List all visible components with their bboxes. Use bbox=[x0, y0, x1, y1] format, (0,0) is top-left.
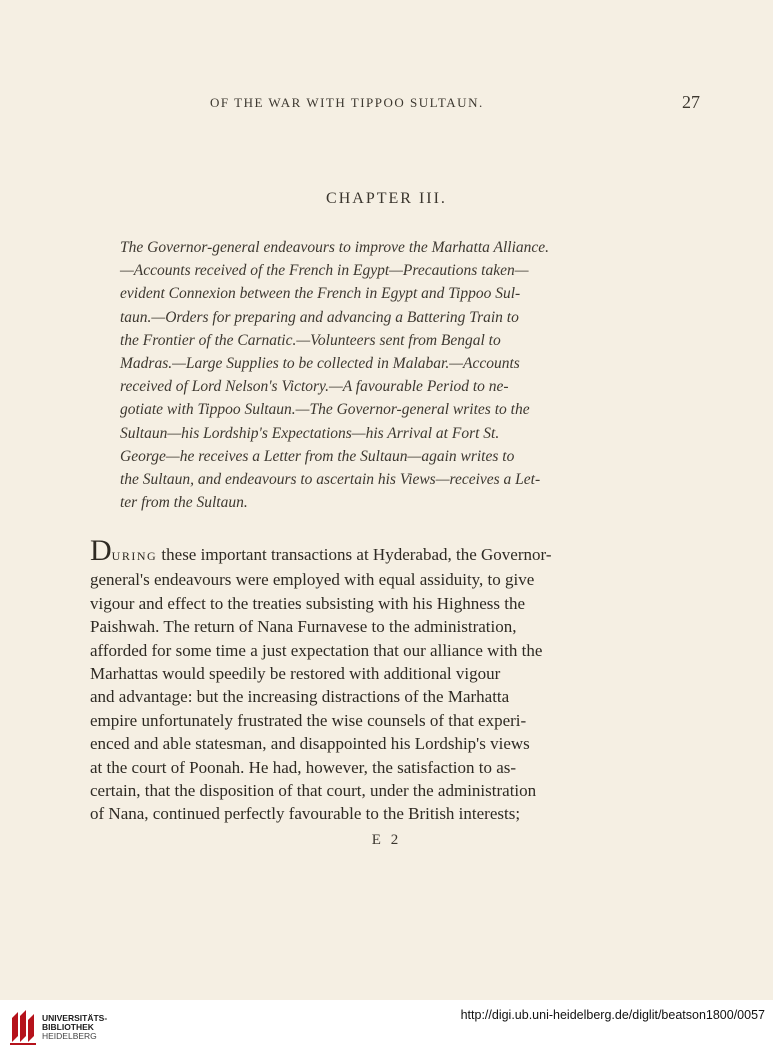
chapter-summary bbox=[120, 236, 598, 514]
running-title: OF THE WAR WITH TIPPOO SULTAUN. bbox=[210, 95, 484, 110]
library-name bbox=[42, 1014, 107, 1041]
summary-line: gotiate with Tippoo Sultaun.—The Governor-general writes to the bbox=[120, 401, 530, 419]
body-line: vigour and effect to the treaties subsisting with his Highness the bbox=[90, 593, 526, 613]
first-line-text: these important transactions at Hyderabad, the Governor- bbox=[157, 545, 552, 564]
body-line: certain, that the disposition of that court, under the administration bbox=[90, 781, 537, 801]
footer-bar bbox=[0, 1000, 773, 1054]
drop-cap: D bbox=[90, 534, 112, 567]
summary-line: The Governor-general endeavours to improve the Marhatta Alliance. bbox=[120, 239, 550, 256]
summary-line: the Frontier of the Carnatic.—Volunteers sent from Bengal to bbox=[120, 331, 501, 349]
summary-line: Sultaun—his Lordship's Expectations—his Arrival at Fort St. bbox=[120, 424, 500, 442]
library-name-line1: UNIVERSITÄTS- bbox=[42, 1013, 108, 1023]
summary-line: —Accounts received of the French in Egypt—Precautions taken— bbox=[120, 262, 529, 280]
body-paragraph bbox=[90, 534, 598, 826]
body-first-line bbox=[90, 534, 598, 568]
body-line: general's endeavours were employed with equal assiduity, to give bbox=[90, 570, 535, 590]
body-line: enced and able statesman, and disappointed his Lordship's views bbox=[90, 734, 530, 754]
first-word-smallcaps: URING bbox=[111, 549, 158, 563]
body-line: Marhattas would speedily be restored with additional vigour bbox=[90, 664, 501, 684]
summary-line: Madras.—Large Supplies to be collected in Malabar.—Accounts bbox=[120, 355, 520, 373]
body-line: afforded for some time a just expectation that our alliance with the bbox=[90, 640, 543, 660]
page-number: 27 bbox=[682, 92, 700, 112]
summary-line: George—he receives a Letter from the Sultaun—again writes to bbox=[120, 447, 515, 465]
chapter-title: CHAPTER III. bbox=[326, 190, 447, 207]
body-line: and advantage: but the increasing distractions of the Marhatta bbox=[90, 687, 510, 707]
body-line: at the court of Poonah. He had, however, the satisfaction to as- bbox=[90, 757, 517, 777]
permalink-url[interactable]: http://digi.ub.uni-heidelberg.de/diglit/beatson1800/0057 bbox=[460, 1008, 765, 1022]
body-line: Paishwah. The return of Nana Furnavese to the administration, bbox=[90, 617, 517, 637]
summary-line: taun.—Orders for preparing and advancing a Battering Train to bbox=[120, 308, 519, 326]
summary-line: received of Lord Nelson's Victory.—A favourable Period to ne- bbox=[120, 378, 509, 396]
library-name-line2: BIBLIOTHEK bbox=[42, 1022, 94, 1032]
heidelberg-library-logo-icon[interactable] bbox=[8, 1008, 38, 1046]
body-line: empire unfortunately frustrated the wise counsels of that experi- bbox=[90, 710, 527, 730]
body-line: of Nana, continued perfectly favourable to the British interests; bbox=[90, 804, 521, 824]
summary-line: ter from the Sultaun. bbox=[120, 494, 248, 512]
summary-line: evident Connexion between the French in Egypt and Tippoo Sul- bbox=[120, 285, 521, 303]
signature-mark: E 2 bbox=[371, 832, 402, 848]
library-name-line3: HEIDELBERG bbox=[42, 1031, 97, 1041]
summary-line: the Sultaun, and endeavours to ascertain his Views—receives a Let- bbox=[120, 471, 541, 489]
